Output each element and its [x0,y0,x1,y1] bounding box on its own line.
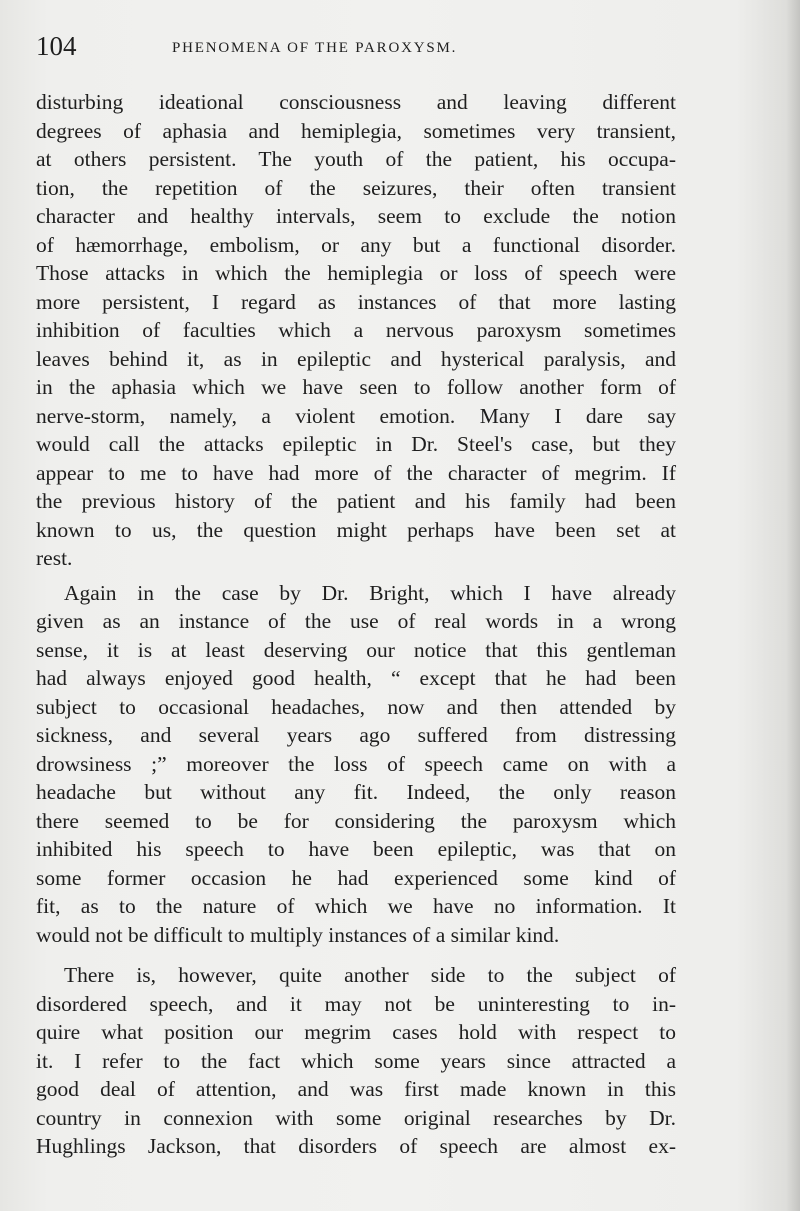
paragraph [36,88,676,573]
text-line: inhibited his speech to have been epileptic, was that on [36,837,676,861]
text-line: degrees of aphasia and hemiplegia, sometimes very transient, [36,118,676,143]
text-line: would call the attacks epileptic in Dr. Steel's case, but they [36,432,676,456]
text-line: would not be difficult to multiply instances of a similar kind. [36,922,560,947]
text-line: quire what position our megrim cases hold with respect to [36,1020,676,1044]
text-line: had always enjoyed good health, “ except that he had been [36,666,676,690]
paragraph [36,961,676,1161]
text-line: headache but without any fit. Indeed, the only reason [36,780,676,804]
text-line: good deal of attention, and was first made known in this [36,1077,676,1101]
text-line: some former occasion he had experienced some kind of [36,865,676,890]
text-line: more persistent, I regard as instances of that more lasting [36,289,676,314]
text-line: disordered speech, and it may not be uninteresting to in- [36,991,676,1016]
text-line: There is, however, quite another side to the subject of [64,963,676,987]
text-line: drowsiness ;” moreover the loss of speech came on with a [36,751,676,776]
text-line: appear to me to have had more of the character of megrim. If [36,460,676,485]
text-line: Hughlings Jackson, that disorders of speech are almost ex- [36,1134,676,1158]
text-line: sense, it is at least deserving our notice that this gentleman [36,637,676,662]
text-line: Those attacks in which the hemiplegia or loss of speech were [36,261,676,285]
text-line: the previous history of the patient and his family had been [36,489,676,513]
text-line: rest. [36,546,73,570]
text-line: Again in the case by Dr. Bright, which I have already [64,580,676,605]
text-line: nerve-storm, namely, a violent emotion. Many I dare say [36,403,676,428]
paragraph [36,579,676,950]
page-header [36,30,676,66]
text-line: character and healthy intervals, seem to exclude the notion [36,204,676,228]
page-body [36,88,676,1161]
text-line: disturbing ideational consciousness and leaving different [36,90,676,114]
text-line: fit, as to the nature of which we have no information. It [36,894,676,918]
text-line: given as an instance of the use of real words in a wrong [36,609,676,633]
text-line: tion, the repetition of the seizures, their often transient [36,175,676,200]
text-line: inhibition of faculties which a nervous paroxysm sometimes [36,318,676,342]
text-line: it. I refer to the fact which some years since attracted a [36,1048,676,1073]
text-line: leaves behind it, as in epileptic and hysterical paralysis, and [36,346,676,371]
text-line: known to us, the question might perhaps have been set at [36,517,676,542]
text-line: sickness, and several years ago suffered from distressing [36,723,676,747]
text-line: at others persistent. The youth of the patient, his occupa- [36,147,676,171]
text-line: subject to occasional headaches, now and then attended by [36,694,676,719]
running-head: PHENOMENA OF THE PAROXYSM. [172,40,458,56]
text-line: there seemed to be for considering the paroxysm which [36,808,676,833]
page-edge-shadow [786,0,800,1211]
page-number: 104 [36,31,77,61]
text-line: in the aphasia which we have seen to follow another form of [36,375,676,399]
text-line: country in connexion with some original researches by Dr. [36,1105,676,1130]
text-line: of hæmorrhage, embolism, or any but a functional disorder. [36,232,676,257]
